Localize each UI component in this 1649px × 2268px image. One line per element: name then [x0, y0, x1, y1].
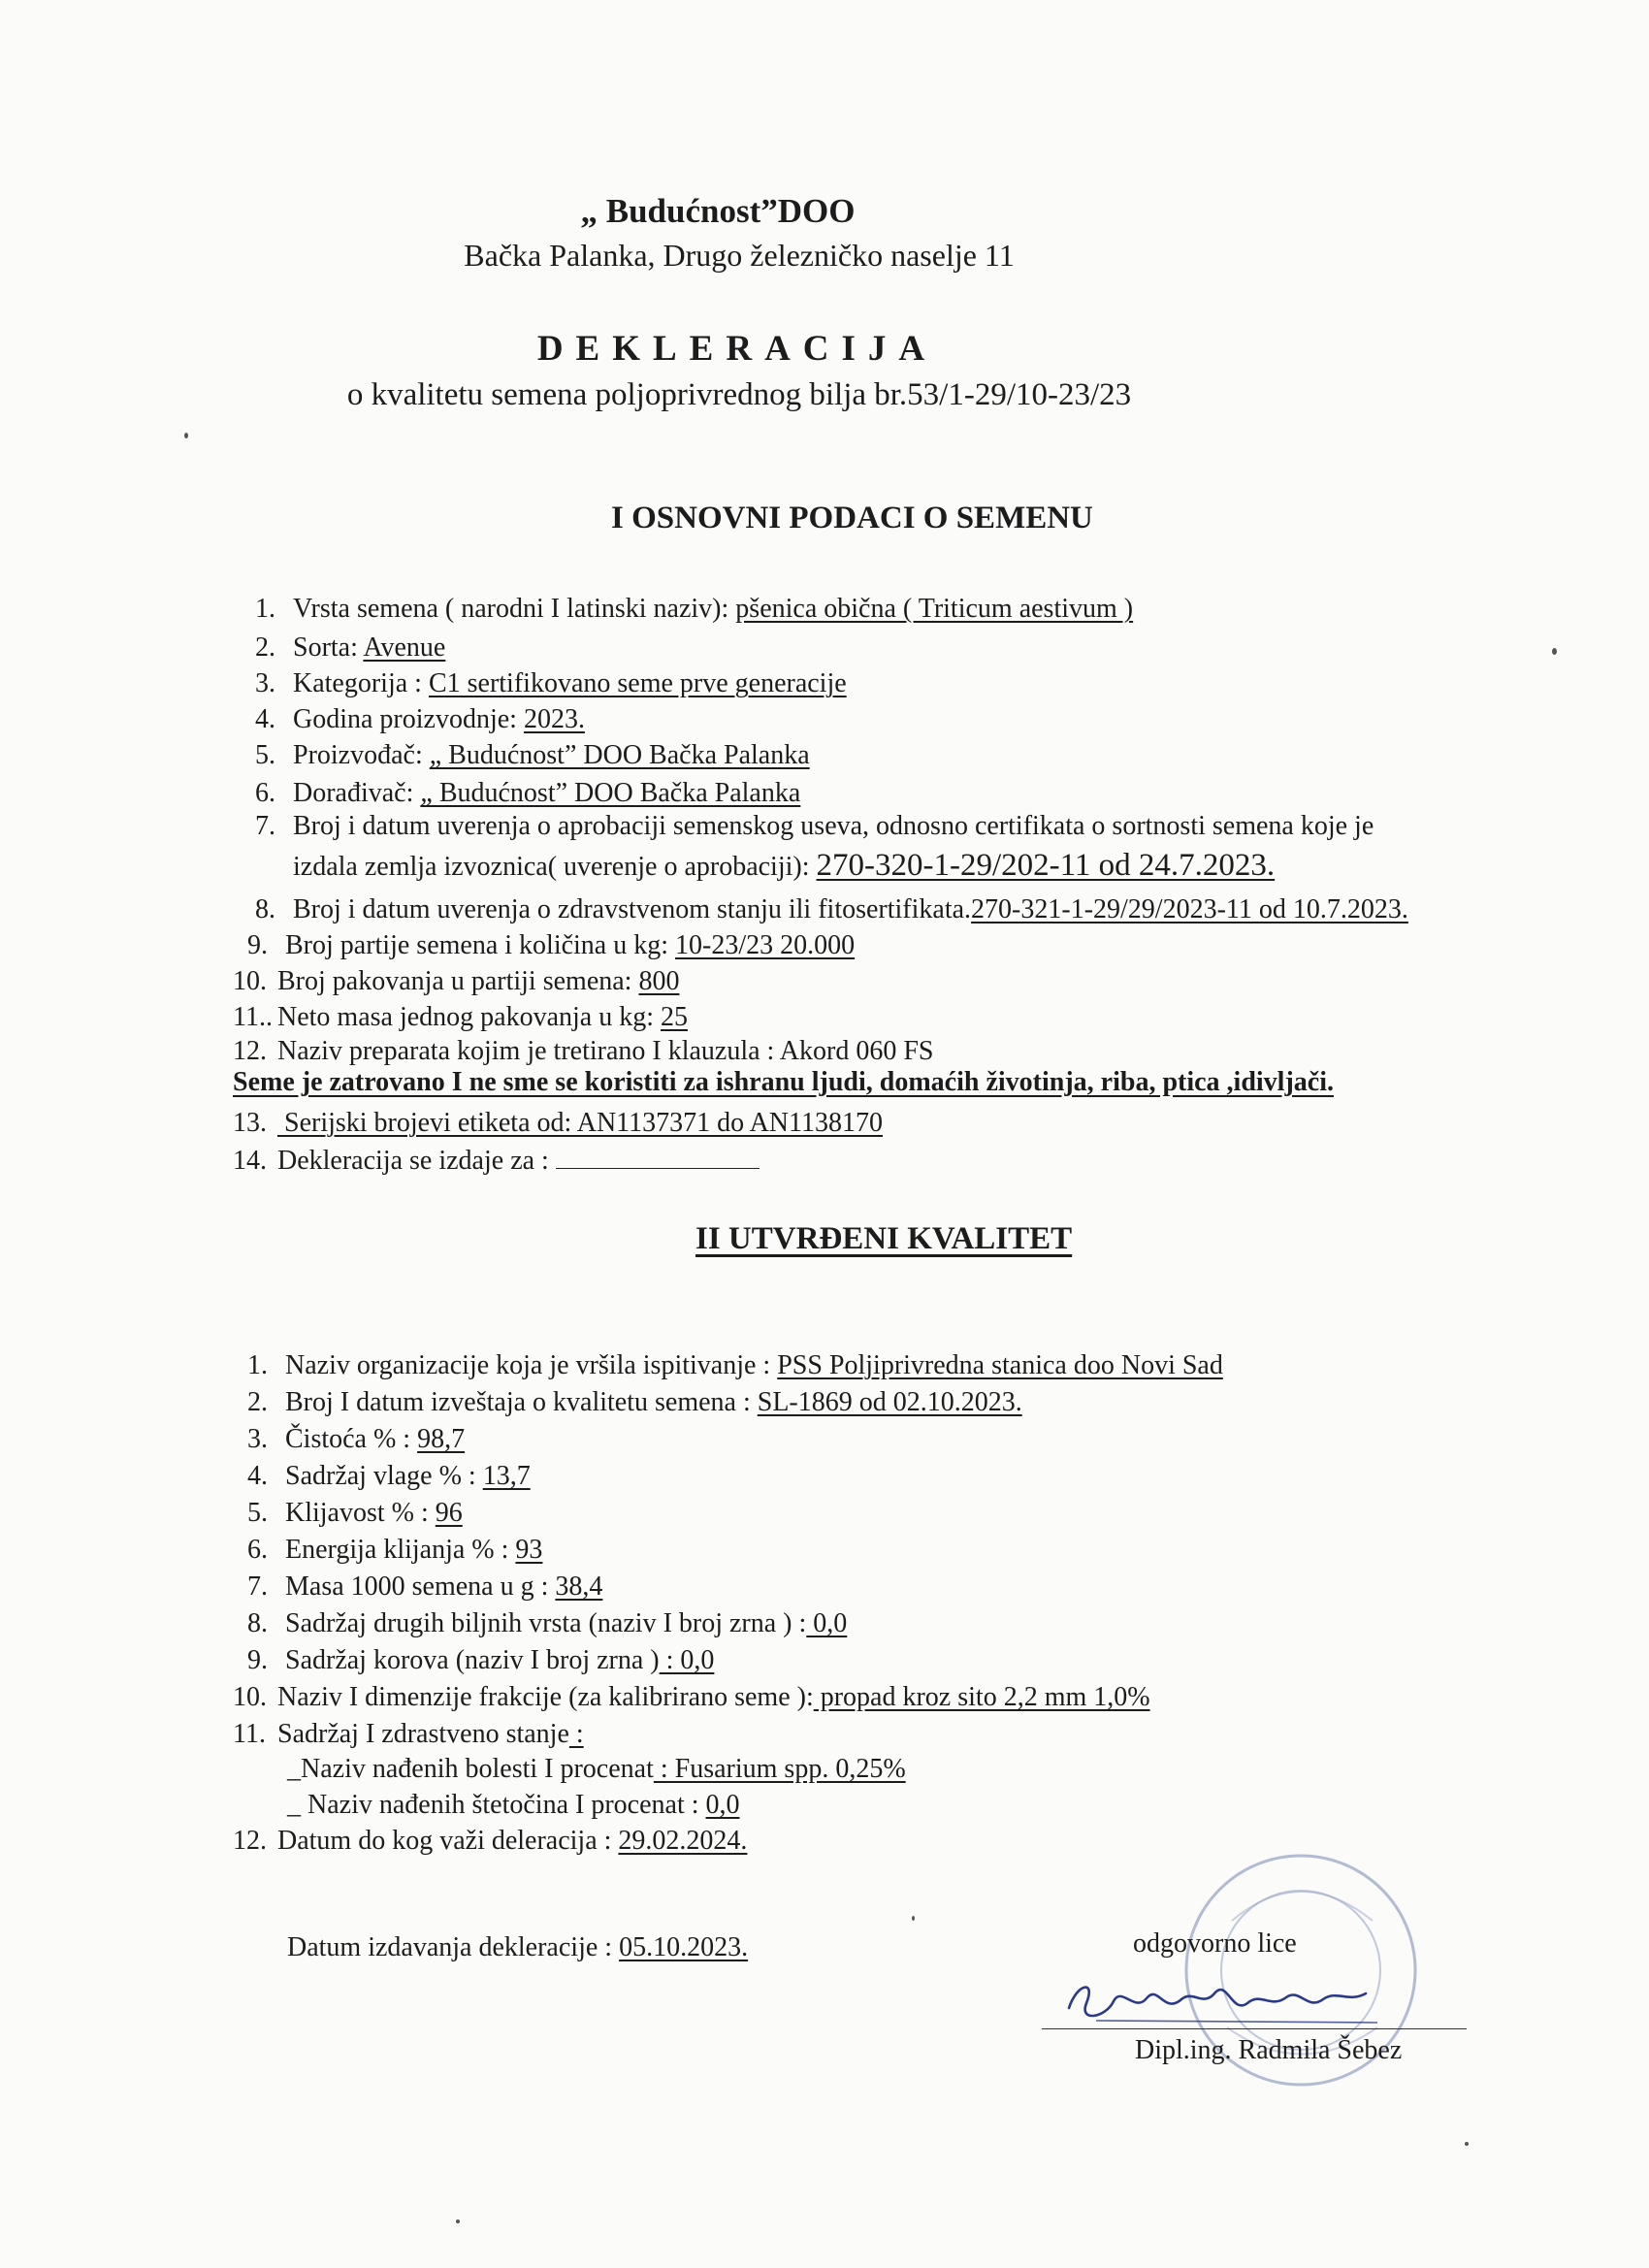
list-item: 7. Masa 1000 semena u g : 38,4 — [247, 1571, 603, 1602]
list-item: 3. Čistoća % : 98,7 — [247, 1424, 466, 1454]
scan-speck — [1465, 2142, 1469, 2146]
document-title: DEKLERACIJA — [536, 329, 938, 369]
list-item: 7. Broj i datum uverenja o aprobaciji semenskog useva, odnosno certifikata o sortnosti semena koje je — [255, 811, 1374, 841]
list-item: 1. Vrsta semena ( narodni I latinski naziv): pšenica obična ( Triticum aestivum ) — [255, 594, 1134, 624]
blank-line — [556, 1141, 760, 1169]
list-item: 2. Sorta: Avenue — [255, 632, 446, 663]
list-item: 11.. Neto masa jednog pakovanja u kg: 25 — [233, 1002, 689, 1032]
list-item: 13. Serijski brojevi etiketa od: AN1137371 do AN1138170 — [233, 1108, 883, 1138]
list-item: 2. Broj I datum izveštaja o kvalitetu semena : SL-1869 od 02.10.2023. — [247, 1387, 1022, 1417]
list-item: 3. Kategorija : C1 sertifikovano seme prve generacije — [255, 668, 847, 698]
list-item: 14. Dekleracija se izdaje za : — [233, 1141, 760, 1179]
sub-item-diseases: _Naziv nađenih bolesti I procenat : Fusarium spp. 0,25% — [287, 1754, 906, 1784]
list-item: 4. Godina proizvodnje: 2023. — [255, 704, 585, 734]
section-heading-quality: II UTVRĐENI KVALITET — [695, 1221, 1073, 1256]
responsible-person-label: odgovorno lice — [1133, 1928, 1297, 1959]
poison-warning: Seme je zatrovano I ne sme se koristiti za ishranu ljudi, domaćih životinja, riba, ptica ,idivljači. — [233, 1067, 1334, 1097]
list-item: 4. Sadržaj vlage % : 13,7 — [247, 1461, 531, 1491]
list-item: 6. Energija klijanja % : 93 — [247, 1535, 543, 1565]
scan-speck — [1552, 648, 1557, 655]
list-item: 5. Proizvođač: „ Budućnost” DOO Bačka Palanka — [255, 740, 810, 770]
list-item: 10. Broj pakovanja u partiji semena: 800 — [233, 966, 680, 996]
list-item: 12. Naziv preparata kojim je tretirano I klauzula : Akord 060 FS — [233, 1036, 934, 1066]
list-item: 9. Sadržaj korova (naziv I broj zrna ) : 0,0 — [247, 1645, 715, 1675]
list-item: 6. Dorađivač: „ Budućnost” DOO Bačka Palanka — [255, 778, 801, 808]
list-item: 1. Naziv organizacije koja je vršila ispitivanje : PSS Poljiprivredna stanica doo Novi Sad — [247, 1350, 1223, 1380]
scan-speck — [912, 1916, 915, 1921]
list-item: 9. Broj partije semena i količina u kg: 10-23/23 20.000 — [247, 930, 856, 960]
list-item: 5. Klijavost % : 96 — [247, 1498, 463, 1528]
issue-date: Datum izdavanja dekleracije : 05.10.2023. — [287, 1932, 749, 1962]
list-item-continuation: izdala zemlja izvoznica( uverenje o aprobaciji): 270-320-1-29/202-11 od 24.7.2023. — [293, 848, 1276, 883]
scan-speck — [456, 2219, 460, 2223]
list-item: 10. Naziv I dimenzije frakcije (za kalibrirano seme ): propad kroz sito 2,2 mm 1,0% — [233, 1682, 1150, 1712]
scan-speck — [184, 433, 188, 438]
list-item: 11. Sadržaj I zdrastveno stanje : — [233, 1719, 584, 1749]
handwritten-signature-icon — [1057, 1964, 1406, 2032]
signer-name: Dipl.ing. Radmila Šebez — [1135, 2035, 1403, 2065]
section-heading-basic-data: I OSNOVNI PODACI O SEMENU — [611, 501, 1093, 535]
list-item: 8. Sadržaj drugih biljnih vrsta (naziv I broj zrna ) : 0,0 — [247, 1608, 848, 1638]
company-address: Bačka Palanka, Drugo železničko naselje 11 — [464, 238, 1015, 273]
signature-line — [1042, 2028, 1467, 2029]
sub-item-pests: _ Naziv nađenih štetočina I procenat : 0,0 — [287, 1790, 740, 1820]
company-name: „ Budućnost”DOO — [580, 192, 856, 230]
document-subtitle: o kvalitetu semena poljoprivrednog bilja br.53/1-29/10-23/23 — [346, 377, 1132, 412]
list-item: 8. Broj i datum uverenja o zdravstvenom stanju ili fitosertifikata.270-321-1-29/29/2023-11 od 10.7.2023. — [255, 894, 1408, 924]
list-item: 12. Datum do kog važi deleracija : 29.02.2024. — [233, 1826, 748, 1856]
